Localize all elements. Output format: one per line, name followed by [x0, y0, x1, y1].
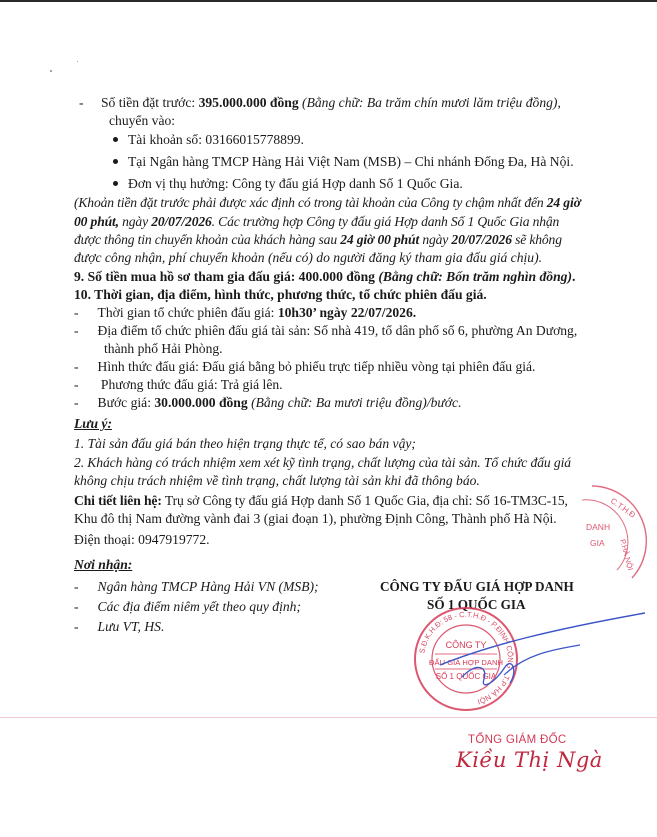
stamp-text-so1: SỐ 1 QUỐC GIA	[435, 672, 497, 681]
seal-text-gia: GIA	[590, 538, 605, 548]
notes-heading: Lưu ý:	[74, 416, 112, 431]
note-2-line-1: 2. Khách hàng có trách nhiệm xem xét kỹ tình trạng, chất lượng của tài sản. Tổ chức đấu giá	[74, 455, 571, 470]
deposit-note-line-3: được thông tin chuyển khoản của khách hàng sau 24 giờ 00 phút ngày 20/07/2026 sẽ không	[74, 232, 562, 247]
stamp-text-auction: ĐẤU GIÁ HỢP DANH	[429, 658, 503, 667]
deposit-note-line-2: 00 phút, ngày 20/07/2026. Các trường hợp Công ty đấu giá Hợp danh Số 1 Quốc Gia nhận	[74, 214, 560, 229]
company-name-line-2: SỐ 1 QUỐC GIA	[427, 597, 526, 612]
auction-place: - Địa điểm tổ chức phiên đấu giá tài sản: Số nhà 419, tổ dân phố số 6, phường An Dương,	[74, 323, 578, 338]
recipient-2: - Các địa điểm niêm yết theo quy định;	[74, 599, 302, 614]
deposit-note-line-4: được công nhận, phí chuyển khoản (nếu có) do người đăng ký tham gia đấu giá chịu).	[74, 250, 543, 265]
dash: -	[79, 95, 84, 110]
section-10-heading: 10. Thời gian, địa điểm, hình thức, phương thức, tổ chức phiên đấu giá.	[74, 287, 487, 302]
deposit-beneficiary: Đơn vị thụ hưởng: Công ty đấu giá Hợp danh Số 1 Quốc Gia.	[128, 176, 463, 191]
divider-line	[0, 717, 657, 718]
recipient-1: - Ngân hàng TMCP Hàng Hải VN (MSB);	[74, 579, 319, 594]
bullet-dot	[113, 181, 118, 186]
auction-form: - Hình thức đấu giá: Đấu giá bằng bỏ phiếu trực tiếp nhiều vòng tại phiên đấu giá.	[74, 359, 536, 374]
stamp-ring-text: S.Đ.K.H.Đ: 58 - C.T.H.Đ - P.ĐỊNH CÔNG - T.P HÀ NỘI	[417, 609, 516, 707]
deposit-note-line-1: (Khoản tiền đặt trước phải được xác định có trong tài khoản của Công ty chậm nhất đến 24 giờ	[74, 195, 581, 210]
recipient-3: - Lưu VT, HS.	[74, 619, 165, 634]
seal-text-hanoi: P.HÀ NỘI	[618, 538, 636, 572]
deposit-label: Số tiền đặt trước:	[100, 95, 199, 110]
stamp-text-company: CÔNG TY	[445, 640, 487, 650]
contact-line-1: Chi tiết liên hệ: Trụ sở Công ty đấu giá Hợp danh Số 1 Quốc Gia, địa chỉ: Số 16-TM3C-15,	[74, 493, 568, 508]
deposit-words: (Bằng chữ: Ba trăm chín mươi lăm triệu đồng)	[298, 95, 558, 110]
auction-method: - Phương thức đấu giá: Trả giá lên.	[74, 377, 283, 392]
deposit-bank: Tại Ngân hàng TMCP Hàng Hải Việt Nam (MSB) – Chi nhánh Đống Đa, Hà Nội.	[128, 154, 574, 169]
recipients-heading: Nơi nhận:	[74, 557, 133, 572]
note-1: 1. Tài sản đấu giá bán theo hiện trạng thực tế, có sao bán vậy;	[74, 436, 416, 451]
deposit-transfer: chuyển vào:	[109, 113, 176, 128]
scan-speck	[77, 61, 78, 62]
section-9: 9. Số tiền mua hồ sơ tham gia đấu giá: 400.000 đồng (Bằng chữ: Bốn trăm nghìn đồng).	[74, 269, 576, 284]
auction-time: - Thời gian tổ chức phiên đấu giá: 10h30’ ngày 22/07/2026.	[74, 305, 417, 320]
bid-step: - Bước giá: 30.000.000 đồng (Bằng chữ: Ba mươi triệu đồng)/bước.	[74, 395, 462, 410]
signature-stroke-icon	[400, 605, 650, 715]
contact-line-2: Khu đô thị Nam đường vành đai 3 (giai đoạn 1), phường Định Công, Thành phố Hà Nội.	[74, 511, 557, 526]
company-name-line-1: CÔNG TY ĐẤU GIÁ HỢP DANH	[380, 579, 574, 594]
director-title: TỔNG GIÁM ĐỐC	[468, 734, 567, 746]
auction-place-line-2: thành phố Hải Phòng.	[104, 341, 223, 356]
note-2-line-2: không chịu trách nhiệm về tình trạng, chất lượng tài sản khi đã thông báo.	[74, 473, 480, 488]
top-border	[0, 0, 657, 2]
seal-text-cthd: C.T.H.Đ	[608, 496, 637, 520]
contact-phone: Điện thoại: 0947919772.	[74, 532, 210, 547]
deposit-line: - Số tiền đặt trước: 395.000.000 đồng (Bằng chữ: Ba trăm chín mươi lăm triệu đồng),	[79, 95, 561, 110]
director-name: Kiều Thị Ngà	[456, 748, 603, 772]
bullet-dot	[113, 159, 118, 164]
deposit-amount: 395.000.000 đồng	[198, 95, 299, 110]
partial-seal-icon	[562, 478, 657, 588]
seal-text-danh: DANH	[586, 522, 611, 532]
scan-speck	[50, 70, 52, 72]
bullet-dot	[113, 137, 118, 142]
deposit-account: Tài khoản số: 03166015778899.	[128, 132, 304, 147]
